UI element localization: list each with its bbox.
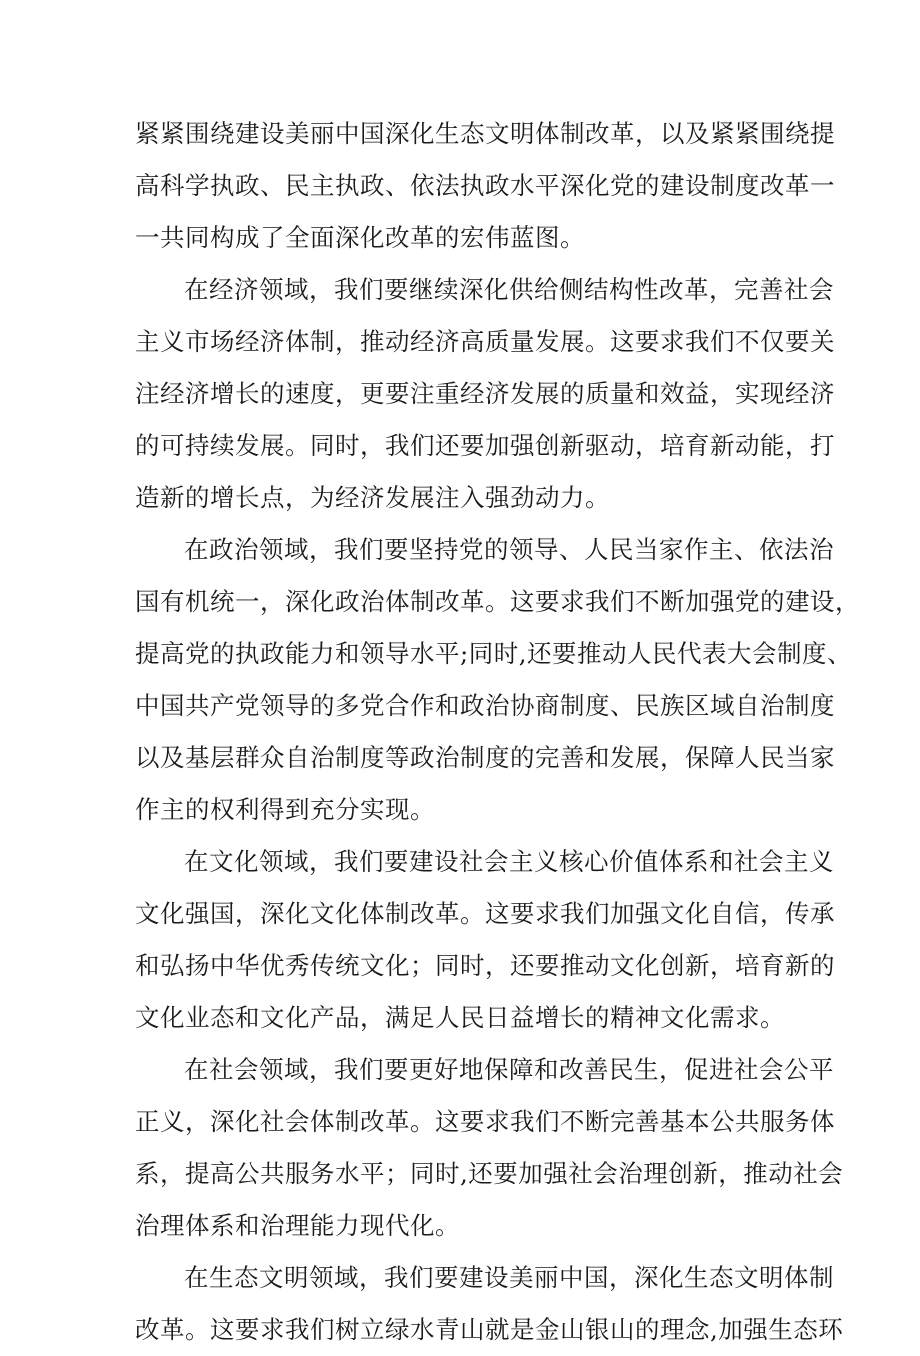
text-line: 治理体系和治理能力现代化。 — [135, 1211, 460, 1240]
paragraph-ecology-line: 在生态文明领域，我们要建设美丽中国，深化生态文明体制 — [184, 1263, 834, 1292]
text-line: 和弘扬中华优秀传统文化；同时，还要推动文化创新，培育新的 — [135, 951, 835, 980]
text-line: 紧紧围绕建设美丽中国深化生态文明体制改革，以及紧紧围绕提 — [135, 119, 835, 148]
text-line: 造新的增长点，为经济发展注入强劲动力。 — [135, 483, 610, 512]
body-text — [135, 108, 860, 1356]
text-line: 的可持续发展。同时，我们还要加强创新驱动，培育新动能，打 — [135, 431, 835, 460]
paragraph-politics-line: 在政治领域，我们要坚持党的领导、人民当家作主、依法治 — [184, 535, 834, 564]
text-line: 主义市场经济体制，推动经济高质量发展。这要求我们不仅要关 — [135, 327, 835, 356]
text-line: 一共同构成了全面深化改革的宏伟蓝图。 — [135, 223, 585, 252]
text-line: 高科学执政、民主执政、依法执政水平深化党的建设制度改革一 — [135, 171, 835, 200]
text-line: 注经济增长的速度，更要注重经济发展的质量和效益，实现经济 — [135, 379, 835, 408]
text-line: 中国共产党领导的多党合作和政治协商制度、民族区域自治制度 — [135, 691, 835, 720]
text-line: 文化强国，深化文化体制改革。这要求我们加强文化自信，传承 — [135, 899, 835, 928]
text-line: 提高党的执政能力和领导水平;同时,还要推动人民代表大会制度、 — [135, 639, 853, 668]
text-line: 作主的权利得到充分实现。 — [135, 795, 435, 824]
text-line: 系，提高公共服务水平；同时,还要加强社会治理创新，推动社会 — [135, 1159, 844, 1188]
text-line: 正义，深化社会体制改革。这要求我们不断完善基本公共服务体 — [135, 1107, 835, 1136]
paragraph-culture-line: 在文化领域，我们要建设社会主义核心价值体系和社会主义 — [184, 847, 834, 876]
paragraph-economy-line: 在经济领域，我们要继续深化供给侧结构性改革，完善社会 — [184, 275, 834, 304]
text-line: 改革。这要求我们树立绿水青山就是金山银山的理念,加强生态环 — [135, 1315, 844, 1344]
text-line: 国有机统一，深化政治体制改革。这要求我们不断加强党的建设， — [135, 587, 860, 616]
text-line: 文化业态和文化产品，满足人民日益增长的精神文化需求。 — [135, 1003, 785, 1032]
paragraph-society-line: 在社会领域，我们要更好地保障和改善民生，促进社会公平 — [184, 1055, 834, 1084]
text-line: 以及基层群众自治制度等政治制度的完善和发展，保障人民当家 — [135, 743, 835, 772]
